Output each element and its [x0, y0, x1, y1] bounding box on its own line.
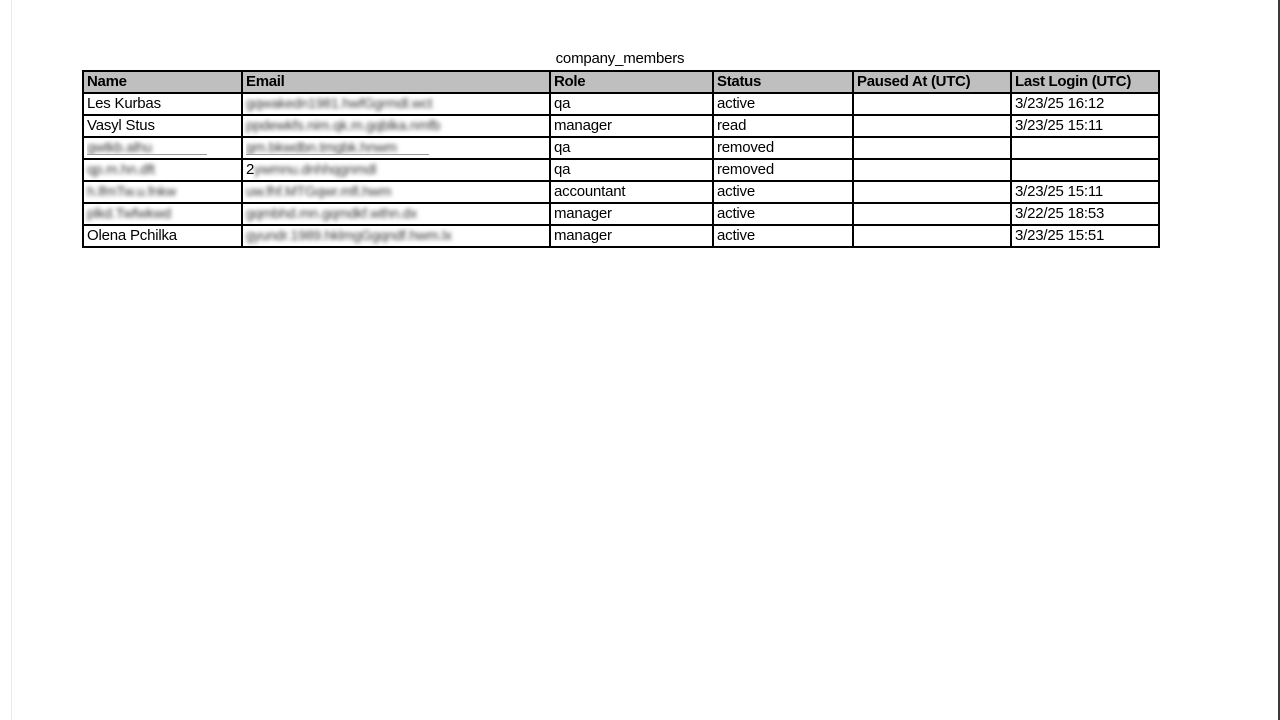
cell-text: 3/23/25 15:11 [1015, 183, 1104, 201]
table-row [83, 159, 1159, 181]
column-header-paused-at: Paused At (UTC) [853, 71, 1011, 93]
cell-paused-at [853, 203, 1011, 225]
redacted-text: qp.m.hn.dft [87, 161, 155, 177]
cell-status [713, 93, 853, 115]
cell-status [713, 137, 853, 159]
cell-last-login [1011, 137, 1159, 159]
cell-paused-at [853, 137, 1011, 159]
table-header [83, 71, 1159, 93]
table-body [83, 93, 1159, 247]
column-header-role: Role [550, 71, 713, 93]
cell-email [242, 137, 550, 159]
cell-text: Olena Pchilka [87, 227, 177, 245]
redacted-text: plkd.Twfwkwd [87, 205, 171, 221]
table-header-row [83, 71, 1159, 93]
cell-name [83, 115, 242, 137]
cell-role [550, 203, 713, 225]
cell-email [242, 181, 550, 203]
cell-paused-at [853, 115, 1011, 137]
cell-status [713, 225, 853, 247]
cell-name [83, 181, 242, 203]
company-members-table [82, 70, 1160, 248]
cell-paused-at [853, 225, 1011, 247]
cell-text: active [717, 183, 755, 201]
table-row [83, 203, 1159, 225]
cell-text: Vasyl Stus [87, 117, 155, 134]
cell-text: removed [717, 161, 774, 179]
cell-email [242, 115, 550, 137]
redacted-text: gm.bkwdbn.tmgbk.hnwm [246, 140, 429, 155]
table-row [83, 115, 1159, 137]
cell-status [713, 159, 853, 181]
cell-paused-at [853, 181, 1011, 203]
redacted-text: gwtkb.alhu [87, 140, 207, 155]
table-row [83, 225, 1159, 247]
cell-email [242, 159, 550, 181]
cell-text: 3/23/25 15:51 [1015, 227, 1105, 245]
cell-name [83, 225, 242, 247]
column-header-email: Email [242, 71, 550, 93]
cell-visible-prefix: 2 [246, 161, 255, 179]
cell-text: read [717, 117, 747, 134]
cell-name [83, 159, 242, 181]
cell-text: manager [554, 117, 612, 134]
cell-role [550, 137, 713, 159]
redacted-text: gqmbhd.mn.gqmdkf.wthn.dx [246, 205, 418, 221]
cell-role [550, 115, 713, 137]
redacted-text: h.lfmTw.u.fnkw [87, 183, 177, 199]
cell-role [550, 225, 713, 247]
column-header-status: Status [713, 71, 853, 93]
cell-last-login [1011, 181, 1159, 203]
cell-role [550, 93, 713, 115]
cell-text: accountant [554, 183, 626, 201]
column-header-name: Name [83, 71, 242, 93]
redacted-text: ywmnu.dnhhqgnmdl [254, 161, 377, 177]
cell-text: 3/22/25 18:53 [1015, 205, 1105, 223]
cell-paused-at [853, 93, 1011, 115]
cell-text: active [717, 205, 755, 223]
page-left-edge-line [11, 0, 12, 720]
cell-text: 3/23/25 15:11 [1015, 117, 1104, 134]
cell-paused-at [853, 159, 1011, 181]
cell-name [83, 137, 242, 159]
redacted-text: ppdewkfs.nim.qk.m.gqblka.nmfb [246, 117, 441, 133]
redacted-text: uw.fhf.MTGqwr.mfl.hwm [246, 183, 392, 199]
cell-status [713, 203, 853, 225]
table-row [83, 93, 1159, 115]
cell-text: qa [554, 161, 571, 179]
cell-last-login [1011, 115, 1159, 137]
cell-email [242, 203, 550, 225]
cell-email [242, 225, 550, 247]
cell-text: manager [554, 227, 612, 245]
cell-last-login [1011, 203, 1159, 225]
column-header-last-login: Last Login (UTC) [1011, 71, 1159, 93]
cell-text: active [717, 227, 755, 245]
cell-text: qa [554, 139, 571, 156]
sheet-title: company_members [555, 50, 685, 67]
redacted-text: gyundr.1989.hklmgGgqndf.hwm.lx [246, 227, 452, 243]
cell-text: manager [554, 205, 612, 223]
cell-text: 3/23/25 16:12 [1015, 95, 1105, 112]
cell-text: Les Kurbas [87, 95, 161, 112]
cell-role [550, 181, 713, 203]
cell-last-login [1011, 225, 1159, 247]
cell-text: active [717, 95, 755, 112]
cell-name [83, 93, 242, 115]
cell-role [550, 159, 713, 181]
cell-email [242, 93, 550, 115]
cell-status [713, 181, 853, 203]
cell-last-login [1011, 93, 1159, 115]
cell-text: removed [717, 139, 774, 156]
cell-last-login [1011, 159, 1159, 181]
table-row [83, 137, 1159, 159]
cell-text: qa [554, 95, 571, 112]
table-row [83, 181, 1159, 203]
cell-status [713, 115, 853, 137]
redacted-text: gqwakedn1981.hwfGgrmdl.wct [246, 95, 433, 111]
cell-name [83, 203, 242, 225]
